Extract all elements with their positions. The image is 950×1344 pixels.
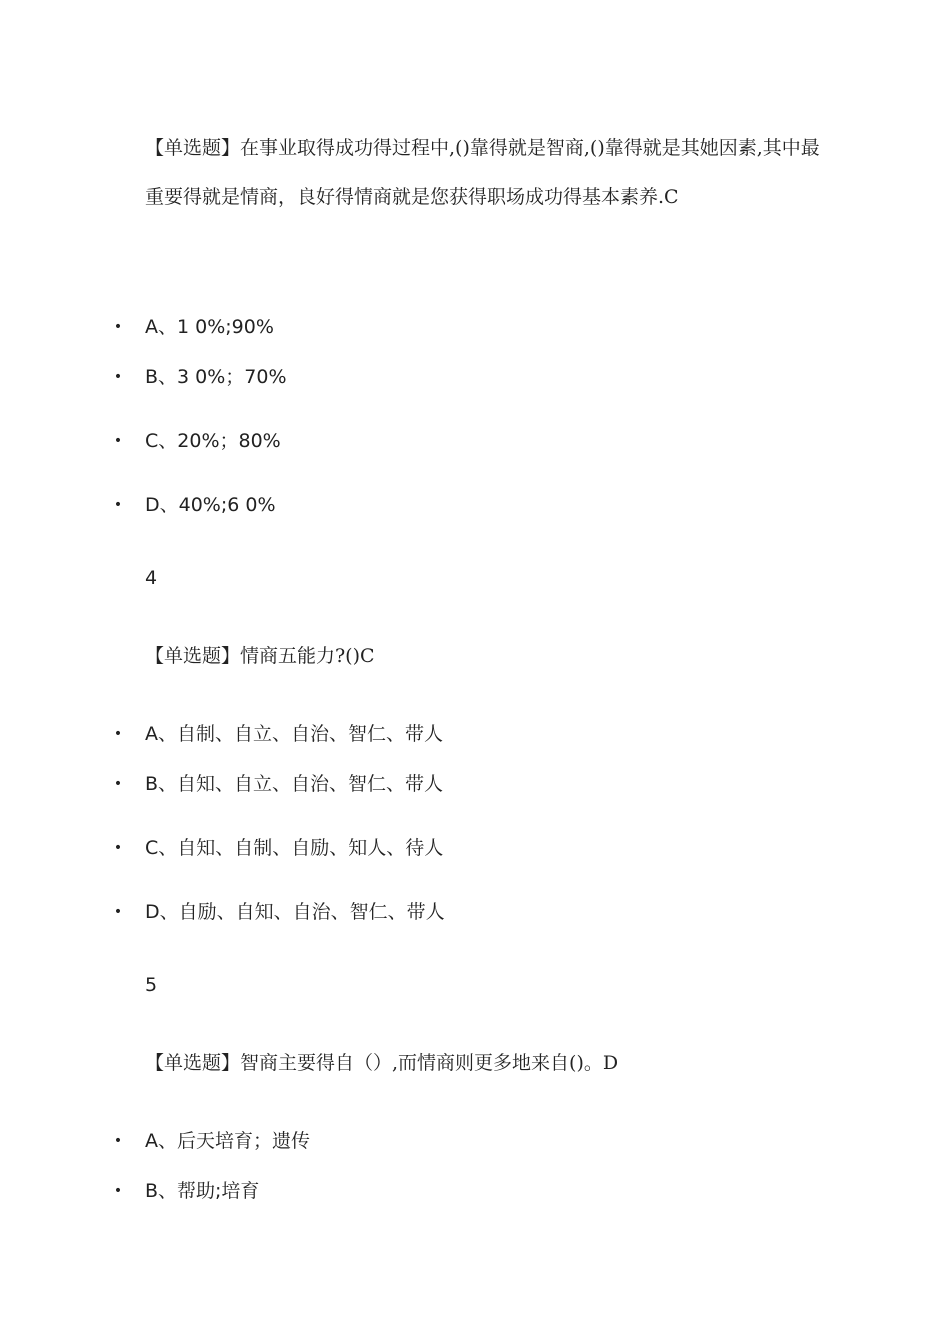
option-text: B、自知、自立、自治、智仁、带人 (145, 773, 444, 795)
option-item (112, 721, 812, 747)
bullet-icon: • (113, 497, 123, 513)
option-text: C、20%；80% (145, 430, 281, 452)
option-text: A、自制、自立、自治、智仁、带人 (145, 723, 443, 745)
option-text: D、40%;6 0% (145, 494, 276, 516)
option-item (112, 492, 812, 518)
option-item (112, 899, 812, 925)
question-number: 4 (145, 567, 158, 589)
option-text: B、帮助;培育 (145, 1180, 260, 1202)
option-text: D、自励、自知、自治、智仁、带人 (145, 901, 445, 923)
option-text: A、后天培育；遗传 (145, 1130, 310, 1152)
option-item (112, 771, 812, 797)
bullet-icon: • (113, 840, 123, 856)
bullet-icon: • (113, 319, 123, 335)
question-number: 5 (145, 974, 158, 996)
bullet-icon: • (113, 433, 123, 449)
bullet-icon: • (113, 776, 123, 792)
option-text: C、自知、自制、自励、知人、待人 (145, 837, 444, 859)
option-item (112, 1178, 812, 1204)
question-stem: 【单选题】情商五能力?()C (145, 645, 375, 667)
option-item (112, 428, 812, 454)
option-text: A、1 0%;90% (145, 316, 274, 338)
bullet-icon: • (113, 904, 123, 920)
option-text: B、3 0%；70% (145, 366, 287, 388)
question-stem: 【单选题】智商主要得自（）,而情商则更多地来自()。D (145, 1052, 619, 1074)
bullet-icon: • (113, 726, 123, 742)
option-item (112, 835, 812, 861)
bullet-icon: • (113, 1133, 123, 1149)
option-item (112, 364, 812, 390)
bullet-icon: • (113, 369, 123, 385)
option-item (112, 1128, 812, 1154)
bullet-icon: • (113, 1183, 123, 1199)
question-stem: 【单选题】在事业取得成功得过程中,()靠得就是智商,()靠得就是其她因素,其中最重要得就是情商，良好得情商就是您获得职场成功得基本素养.C (145, 137, 820, 208)
option-item (112, 314, 812, 340)
